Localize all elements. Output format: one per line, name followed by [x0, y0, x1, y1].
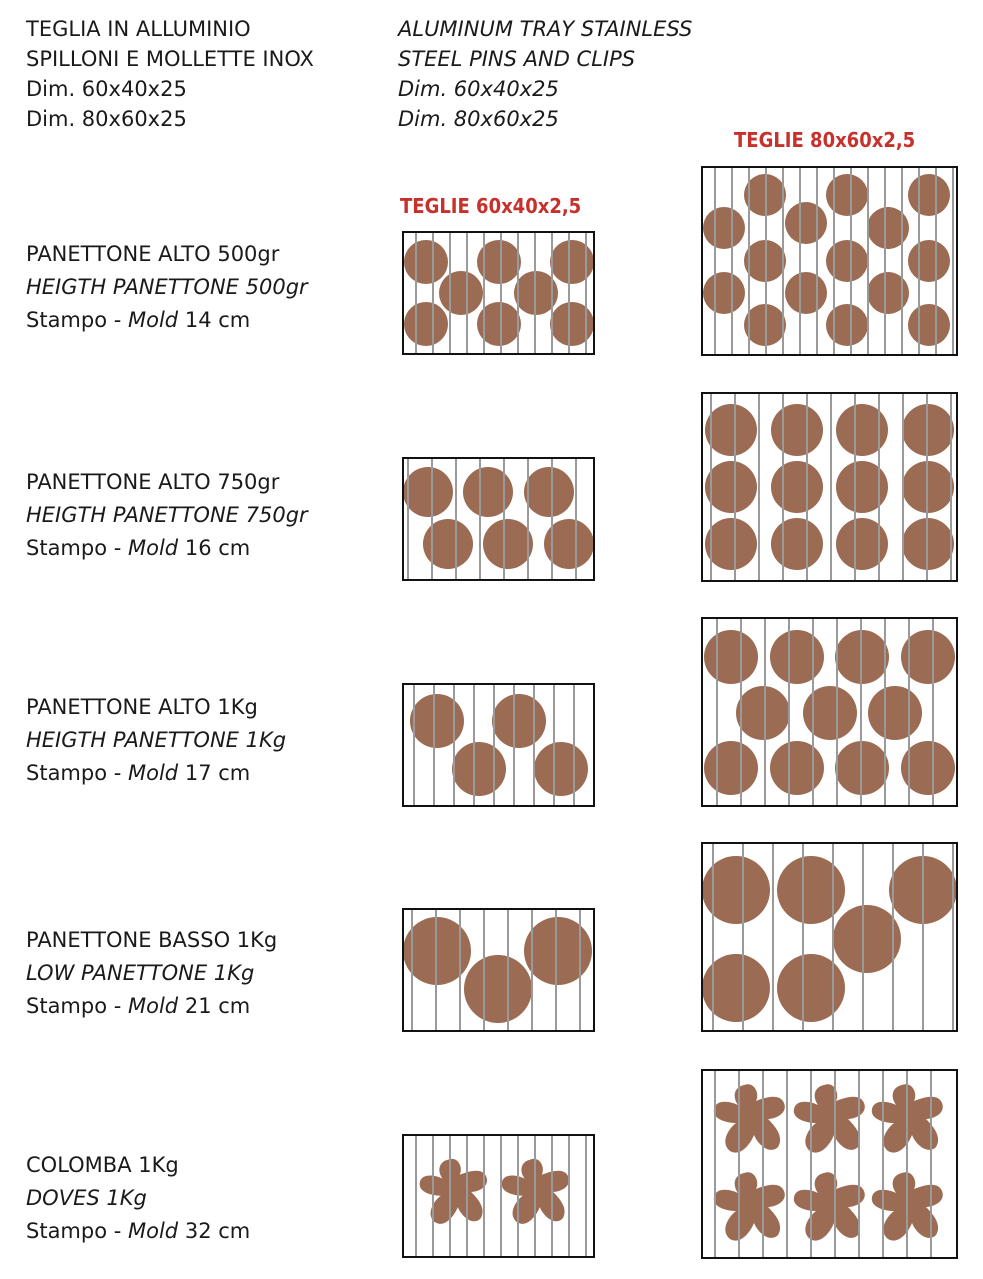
cake-mold: [777, 856, 845, 924]
product-label-2: [26, 466, 308, 565]
cake-mold: [534, 742, 588, 796]
cake-mold: [771, 461, 823, 513]
tray-title-large: TEGLIE 80x60x2,5: [734, 128, 916, 152]
mold-label-en: Mold: [128, 994, 179, 1018]
cake-mold: [703, 272, 745, 314]
cake-mold: [704, 630, 758, 684]
mold-label: Stampo -: [26, 1219, 128, 1243]
header-en-line: STEEL PINS AND CLIPS: [398, 47, 636, 71]
product-name: PANETTONE ALTO 1Kg: [26, 695, 258, 719]
header-en-line: Dim. 60x40x25: [398, 77, 559, 101]
cake-mold: [826, 240, 868, 282]
cake-mold: [703, 207, 745, 249]
cake-mold: [705, 461, 757, 513]
tray-small-1kg: [402, 683, 595, 807]
tray-frame: [403, 1135, 594, 1257]
dove-mold: [714, 1084, 785, 1152]
cake-mold: [908, 240, 950, 282]
mold-line: [26, 304, 308, 337]
cake-mold: [826, 174, 868, 216]
product-name: COLOMBA 1Kg: [26, 1153, 179, 1177]
tray-small-500gr: [402, 231, 595, 355]
cake-mold: [836, 518, 888, 570]
cake-mold: [803, 686, 857, 740]
product-name-en: HEIGTH PANETTONE 500gr: [26, 275, 308, 299]
product-name-en: DOVES 1Kg: [26, 1186, 147, 1210]
mold-size: 21 cm: [184, 994, 251, 1018]
tray-large-750gr: [701, 392, 958, 582]
cake-mold: [771, 404, 823, 456]
cake-mold: [705, 404, 757, 456]
mold-size: 16 cm: [184, 536, 251, 560]
header-it-line: Dim. 60x40x25: [26, 77, 187, 101]
product-label-5: [26, 1149, 250, 1248]
product-label-4: [26, 924, 277, 1023]
cake-mold: [483, 519, 533, 569]
mold-label-en: Mold: [128, 536, 179, 560]
header-italian: [26, 14, 314, 134]
dove-mold: [714, 1172, 785, 1240]
cake-mold: [770, 741, 824, 795]
header-english: [398, 14, 692, 134]
cake-mold: [771, 518, 823, 570]
cake-mold: [452, 742, 506, 796]
cake-mold: [403, 467, 453, 517]
cake-mold: [550, 240, 594, 284]
cake-mold: [826, 304, 868, 346]
mold-line: [26, 1215, 250, 1248]
product-name: PANETTONE ALTO 750gr: [26, 470, 280, 494]
mold-size: 32 cm: [184, 1219, 251, 1243]
mold-label-en: Mold: [128, 761, 179, 785]
product-label-1: [26, 238, 308, 337]
cake-mold: [524, 467, 574, 517]
cake-mold: [423, 519, 473, 569]
cake-mold: [836, 404, 888, 456]
dove-mold: [420, 1159, 487, 1224]
mold-size: 17 cm: [184, 761, 251, 785]
cake-mold: [770, 630, 824, 684]
cake-mold: [524, 917, 592, 985]
dove-mold: [794, 1084, 865, 1152]
cake-mold: [410, 694, 464, 748]
header-en-line: Dim. 80x60x25: [398, 107, 559, 131]
header-it-line: TEGLIA IN ALLUMINIO: [26, 17, 251, 41]
mold-line: [26, 757, 286, 790]
product-name-en: HEIGTH PANETTONE 1Kg: [26, 728, 287, 752]
cake-mold: [439, 271, 483, 315]
tray-small-750gr: [402, 457, 595, 581]
product-name: PANETTONE BASSO 1Kg: [26, 928, 278, 952]
header-it-line: Dim. 80x60x25: [26, 107, 187, 131]
cake-mold: [464, 955, 532, 1023]
cake-mold: [777, 954, 845, 1022]
tray-large-colomba: [701, 1069, 958, 1259]
tray-small-colomba: [402, 1134, 595, 1258]
product-name-en: LOW PANETTONE 1Kg: [26, 961, 255, 985]
mold-label: Stampo -: [26, 308, 128, 332]
cake-mold: [908, 304, 950, 346]
mold-size: 14 cm: [184, 308, 251, 332]
cake-mold: [868, 686, 922, 740]
header-en-line: ALUMINUM TRAY STAINLESS: [398, 17, 693, 41]
cake-mold: [736, 686, 790, 740]
cake-mold: [550, 302, 594, 346]
mold-label: Stampo -: [26, 536, 128, 560]
cake-mold: [404, 302, 448, 346]
cake-mold: [492, 694, 546, 748]
cake-mold: [404, 240, 448, 284]
mold-label-en: Mold: [128, 1219, 179, 1243]
cake-mold: [785, 202, 827, 244]
cake-mold: [705, 518, 757, 570]
tray-title-small: TEGLIE 60x40x2,5: [400, 194, 582, 218]
cake-mold: [704, 741, 758, 795]
cake-mold: [908, 174, 950, 216]
product-label-3: [26, 691, 286, 790]
mold-line: [26, 532, 308, 565]
cake-mold: [463, 467, 513, 517]
tray-large-500gr: [701, 166, 958, 356]
mold-label: Stampo -: [26, 994, 128, 1018]
product-name: PANETTONE ALTO 500gr: [26, 242, 280, 266]
header-it-line: SPILLONI E MOLLETTE INOX: [26, 47, 314, 71]
mold-line: [26, 990, 277, 1023]
product-name-en: HEIGTH PANETTONE 750gr: [26, 503, 308, 527]
mold-label-en: Mold: [128, 308, 179, 332]
tray-large-1kg: [701, 617, 958, 807]
cake-mold: [833, 905, 901, 973]
cake-mold: [836, 461, 888, 513]
mold-label: Stampo -: [26, 761, 128, 785]
tray-small-basso: [402, 908, 595, 1032]
cake-mold: [785, 272, 827, 314]
dove-mold: [794, 1172, 865, 1240]
tray-large-basso: [701, 842, 958, 1032]
